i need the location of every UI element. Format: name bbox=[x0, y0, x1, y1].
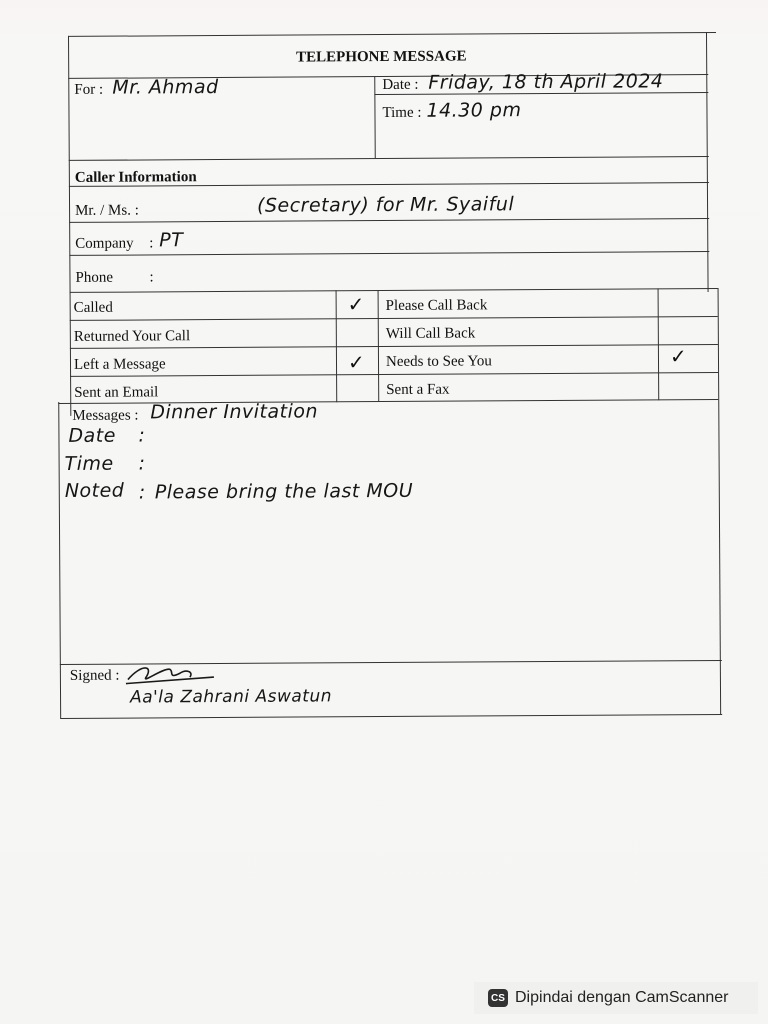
form-right-border bbox=[706, 32, 709, 292]
company-colon: : bbox=[149, 235, 154, 252]
needs-to-see-label: Needs to See You bbox=[385, 353, 492, 370]
returned-call-label: Returned Your Call bbox=[73, 328, 191, 345]
date-label: Date : bbox=[382, 76, 419, 94]
for-date-divider bbox=[374, 76, 376, 158]
company-row-divider bbox=[69, 251, 709, 256]
sent-email-label: Sent an Email bbox=[74, 384, 159, 401]
left-message-check: ✓ bbox=[347, 350, 365, 375]
will-call-back-label: Will Call Back bbox=[385, 325, 476, 342]
form-right-border-lower bbox=[718, 288, 722, 714]
phone-row-divider bbox=[70, 288, 718, 293]
signed-label: Signed : bbox=[69, 667, 120, 684]
phone-label: Phone bbox=[75, 269, 114, 286]
message-noted-value: Please bring the last MOU bbox=[154, 479, 414, 504]
camscanner-logo-icon: CS bbox=[488, 989, 508, 1007]
form-left-border bbox=[68, 36, 71, 416]
called-check: ✓ bbox=[347, 292, 365, 317]
message-date-sep: : bbox=[138, 424, 146, 447]
messages-value: Dinner Invitation bbox=[150, 400, 319, 424]
called-label: Called bbox=[73, 299, 113, 316]
company-value: PT bbox=[159, 229, 184, 252]
camscanner-badge bbox=[474, 982, 758, 1014]
for-value: Mr. Ahmad bbox=[112, 76, 219, 99]
message-noted-label: Noted bbox=[64, 479, 125, 502]
for-block-bottom bbox=[69, 156, 709, 161]
message-time-sep: : bbox=[138, 452, 146, 475]
sent-fax-label: Sent a Fax bbox=[386, 381, 450, 398]
signature-scribble bbox=[124, 661, 220, 688]
camscanner-text: Dipindai dengan CamScanner bbox=[515, 989, 729, 1006]
message-date-label: Date bbox=[68, 424, 116, 447]
form-title: TELEPHONE MESSAGE bbox=[296, 48, 467, 66]
signed-name: Aa'la Zahrani Aswatun bbox=[129, 686, 333, 708]
company-label: Company bbox=[75, 235, 134, 252]
checklist-row-1 bbox=[70, 316, 718, 321]
caller-name-value: (Secretary) for Mr. Syaiful bbox=[256, 193, 515, 217]
name-label: Mr. / Ms. : bbox=[75, 202, 139, 219]
checklist-row-3 bbox=[70, 372, 718, 377]
needs-to-see-check: ✓ bbox=[669, 344, 687, 369]
time-value: 14.30 pm bbox=[426, 99, 522, 122]
left-message-label: Left a Message bbox=[73, 356, 166, 373]
name-row-divider bbox=[69, 218, 709, 223]
date-time-divider bbox=[374, 92, 708, 95]
time-label: Time : bbox=[382, 104, 422, 122]
message-time-label: Time bbox=[64, 452, 114, 475]
date-value: Friday, 18 th April 2024 bbox=[428, 70, 664, 94]
please-call-back-label: Please Call Back bbox=[385, 297, 488, 314]
phone-colon: : bbox=[149, 269, 154, 286]
for-label: For : bbox=[74, 81, 104, 98]
message-noted-sep: : bbox=[138, 481, 146, 504]
caller-info-heading: Caller Information bbox=[74, 169, 197, 186]
telephone-message-form bbox=[56, 32, 724, 718]
messages-label: Messages : bbox=[72, 407, 139, 424]
